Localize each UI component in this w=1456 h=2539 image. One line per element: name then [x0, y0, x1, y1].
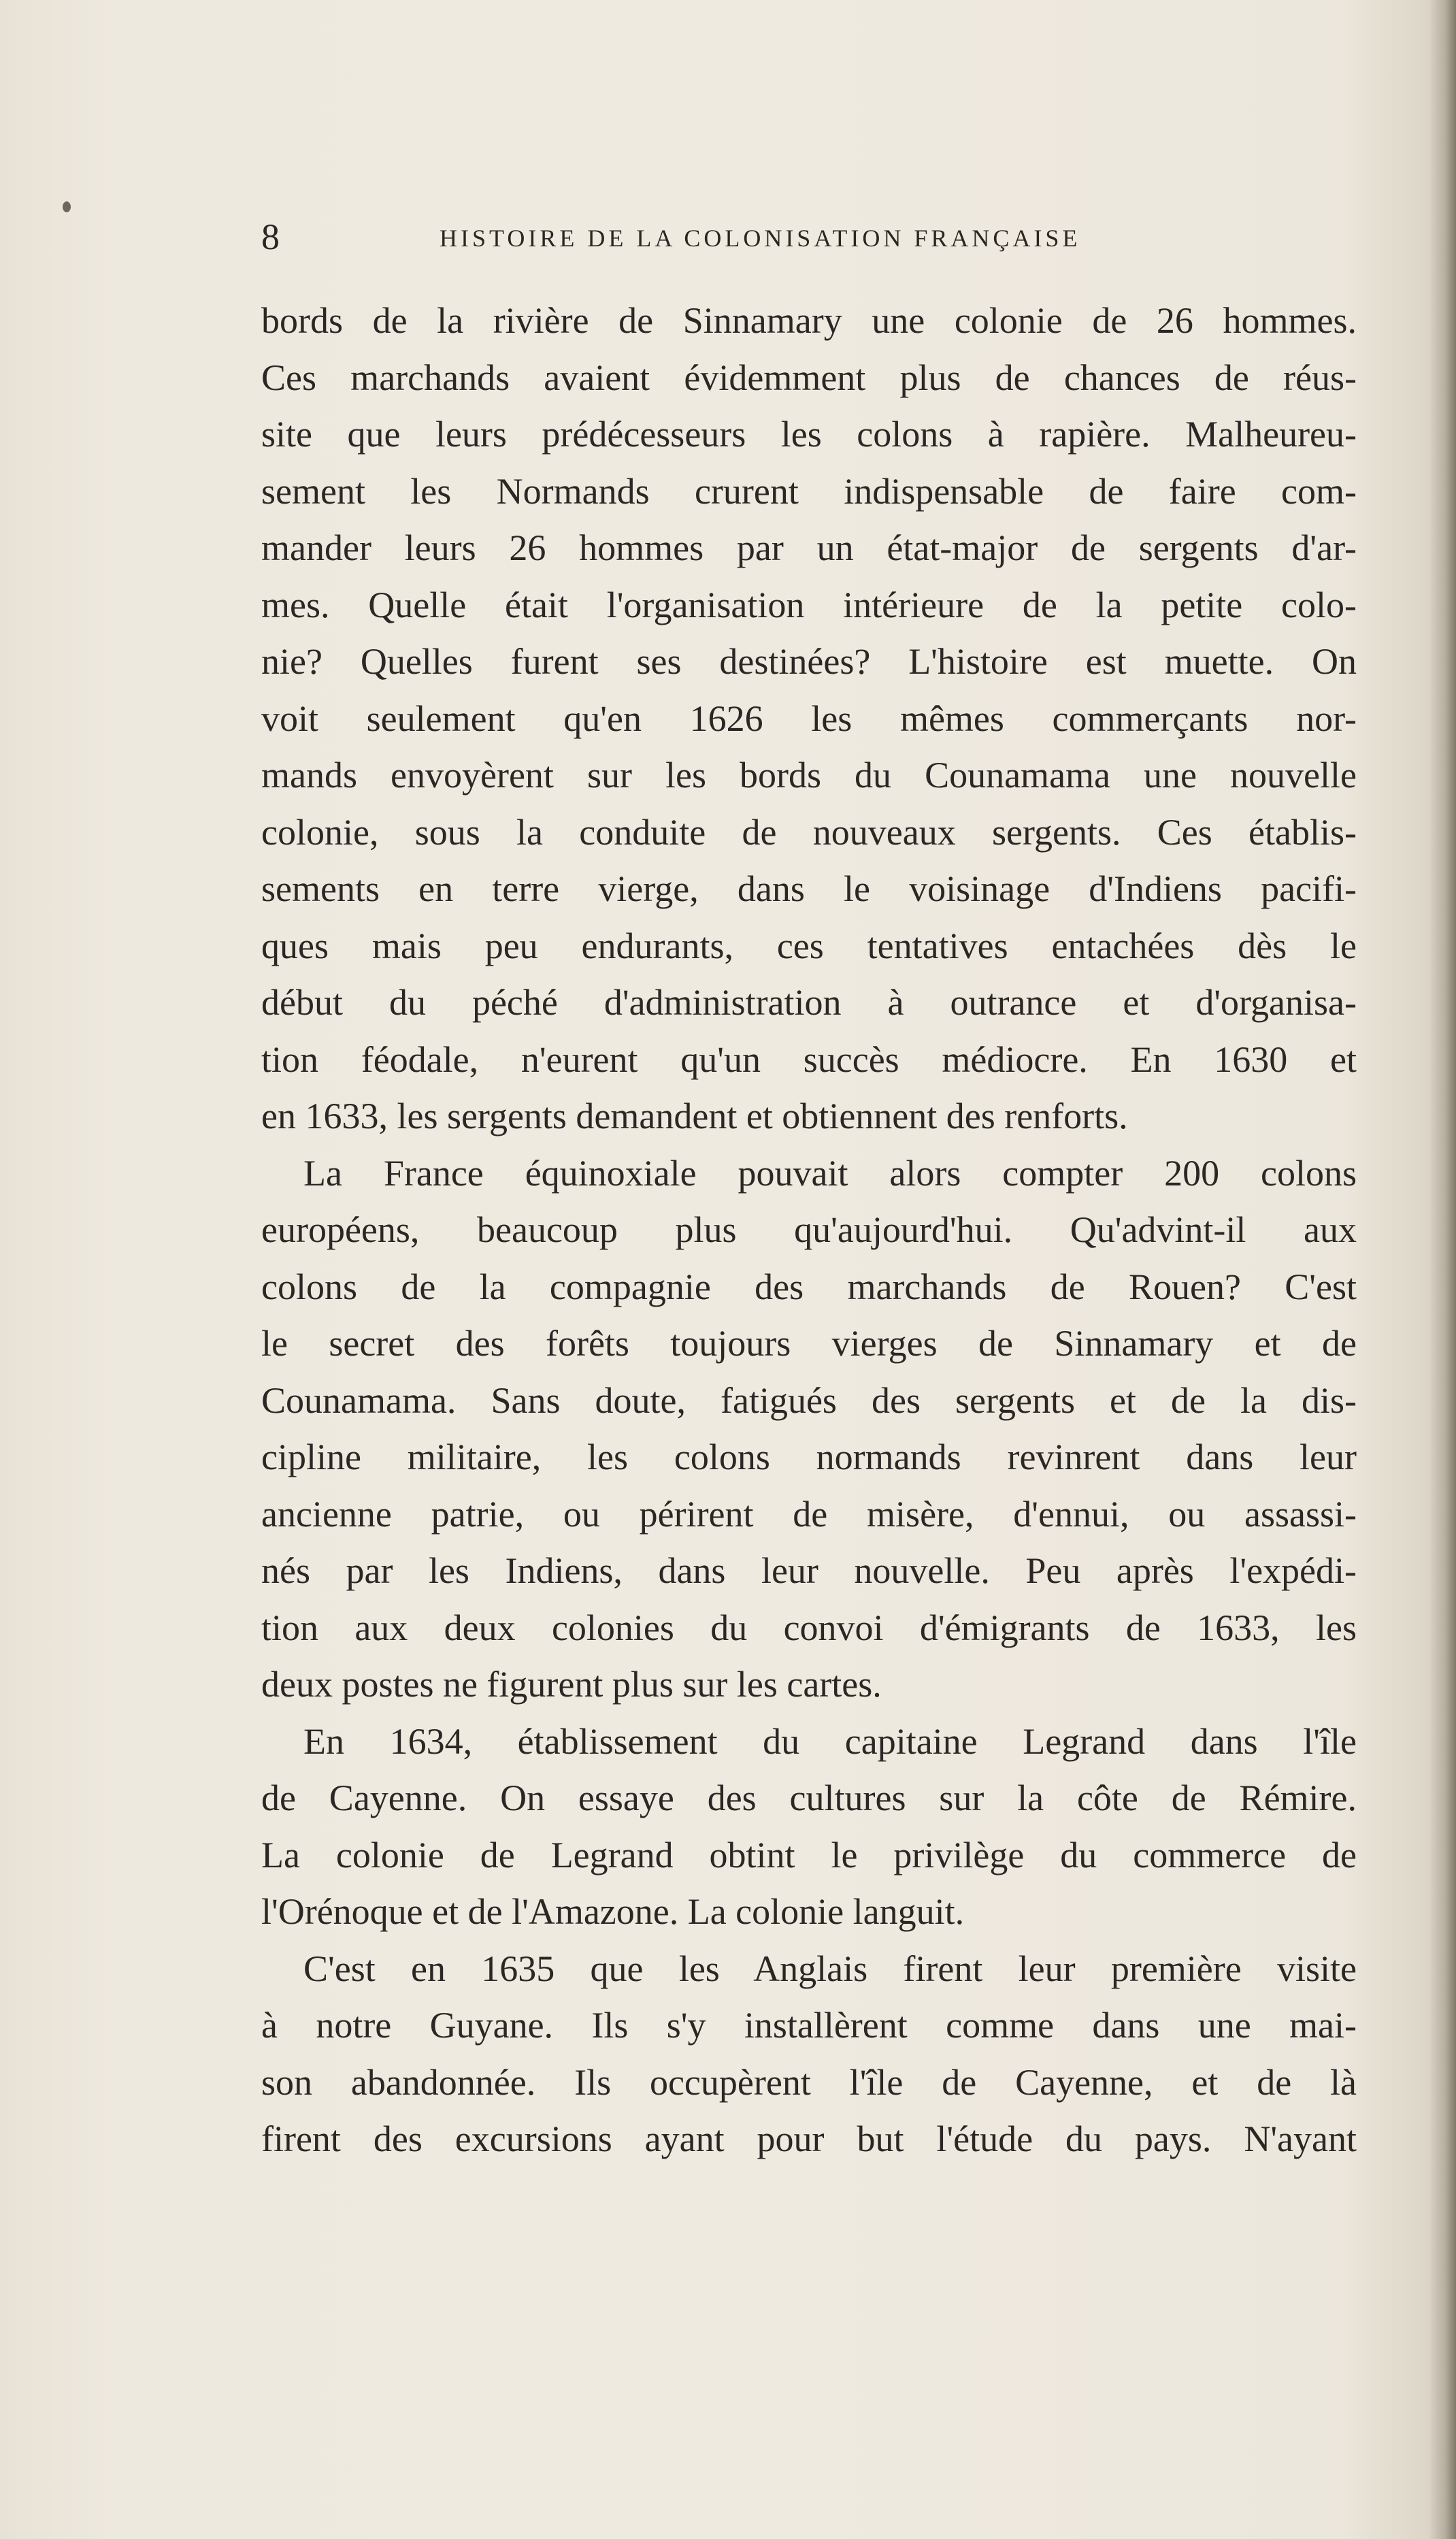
text-line: bords de la rivière de Sinnamary une colonie de 26 hommes.: [261, 300, 1357, 341]
running-head: HISTOIRE DE LA COLONISATION FRANÇAISE: [440, 225, 1081, 252]
text-line: son abandonnée. Ils occupèrent l'île de Cayenne, et de là: [261, 2061, 1357, 2103]
text-line: cipline militaire, les colons normands revinrent dans leur: [261, 1437, 1357, 1477]
text-line: mands envoyèrent sur les bords du Counamama une nouvelle: [261, 755, 1357, 796]
page-spine-shadow: [1429, 0, 1456, 2539]
text-line: tion aux deux colonies du convoi d'émigrants de 1633, les: [261, 1607, 1357, 1648]
text-line: le secret des forêts toujours vierges de Sinnamary et de: [261, 1323, 1357, 1364]
page-header: [261, 216, 1350, 271]
text-line: site que leurs prédécesseurs les colons à rapière. Malheureu-: [261, 414, 1357, 455]
text-line: firent des excursions ayant pour but l'étude du pays. N'ayant: [261, 2118, 1357, 2159]
text-line: colonie, sous la conduite de nouveaux sergents. Ces établis-: [261, 811, 1357, 853]
text-line: La colonie de Legrand obtint le privilège du commerce de: [261, 1834, 1357, 1875]
text-line: de Cayenne. On essaye des cultures sur la côte de Rémire.: [261, 1778, 1357, 1818]
text-line: ancienne patrie, ou périrent de misère, d'ennui, ou assassi-: [261, 1493, 1357, 1535]
text-line: nés par les Indiens, dans leur nouvelle. Peu après l'expédi-: [261, 1550, 1357, 1591]
text-line: deux postes ne figurent plus sur les cartes.: [261, 1664, 882, 1705]
text-line: colons de la compagnie des marchands de Rouen? C'est: [261, 1266, 1357, 1307]
paragraph-first-line: En 1634, établissement du capitaine Legrand dans l'île: [303, 1720, 1357, 1762]
text-line: nie? Quelles furent ses destinées? L'histoire est muette. On: [261, 641, 1357, 682]
text-line: l'Orénoque et de l'Amazone. La colonie languit.: [261, 1891, 965, 1932]
text-line: ques mais peu endurants, ces tentatives entachées dès le: [261, 925, 1357, 966]
paragraph-first-line: La France équinoxiale pouvait alors compter 200 colons: [303, 1152, 1357, 1194]
text-line: Ces marchands avaient évidemment plus de chances de réus-: [261, 357, 1357, 398]
text-line: à notre Guyane. Ils s'y installèrent comme dans une mai-: [261, 2005, 1357, 2046]
text-line: sement les Normands crurent indispensable de faire com-: [261, 470, 1357, 512]
paragraph-first-line: C'est en 1635 que les Anglais firent leur première visite: [303, 1948, 1357, 1989]
text-line: début du péché d'administration à outrance et d'organisa-: [261, 982, 1357, 1023]
text-line: européens, beaucoup plus qu'aujourd'hui. Qu'advint-il aux: [261, 1209, 1357, 1250]
body-text: [261, 293, 1357, 2168]
page-number: 8: [261, 216, 280, 257]
text-line: voit seulement qu'en 1626 les mêmes commerçants nor-: [261, 698, 1357, 739]
paper-speck: [63, 201, 71, 212]
text-line: en 1633, les sergents demandent et obtiennent des renforts.: [261, 1096, 1128, 1136]
text-line: Counamama. Sans doute, fatigués des sergents et de la dis-: [261, 1379, 1357, 1421]
text-line: mes. Quelle était l'organisation intérieure de la petite colo-: [261, 584, 1357, 625]
text-line: sements en terre vierge, dans le voisinage d'Indiens pacifi-: [261, 868, 1357, 909]
text-line: tion féodale, n'eurent qu'un succès médiocre. En 1630 et: [261, 1038, 1357, 1080]
text-line: mander leurs 26 hommes par un état-major de sergents d'ar-: [261, 527, 1357, 568]
